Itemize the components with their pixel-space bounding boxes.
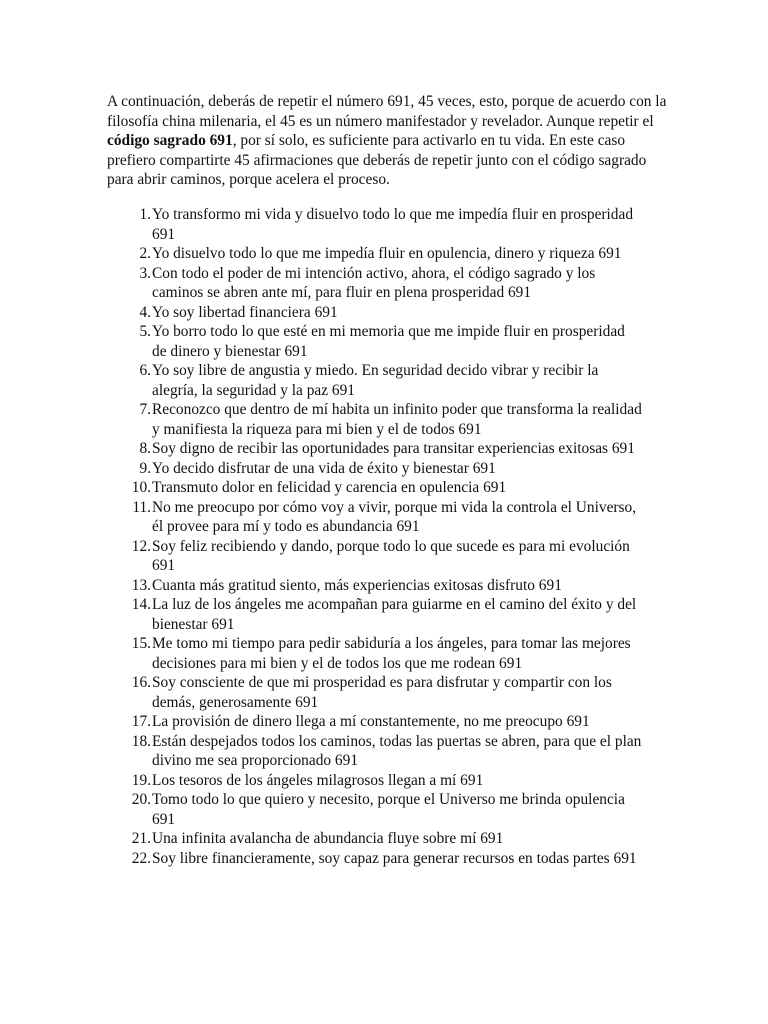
affirmation-number: 12. [131,537,151,555]
affirmation-item [0,537,768,576]
affirmation-item [0,576,768,596]
affirmation-text: Soy consciente de que mi prosperidad es para disfrutar y compartir con los demás, generosamente 691 [152,674,612,711]
affirmation-item [0,732,768,771]
affirmation-text: La provisión de dinero llega a mí constantemente, no me preocupo 691 [152,713,590,730]
affirmation-item [0,849,768,869]
affirmation-item [0,205,768,244]
affirmation-item [0,439,768,459]
affirmation-text: Soy libre financieramente, soy capaz para generar recursos en todas partes 691 [152,849,637,867]
sacred-code-bold: código sagrado 691 [107,132,233,149]
affirmation-item [0,498,768,537]
affirmation-text: Me tomo mi tiempo para pedir sabiduría a los ángeles, para tomar las mejores decisiones para mi bien y el de todos los que me rodean 691 [152,635,631,672]
affirmation-text: Yo decido disfrutar de una vida de éxito y bienestar 691 [152,459,496,477]
affirmation-text: Están despejados todos los caminos, todas las puertas se abren, para que el plan divino me sea proporcionado 691 [152,732,642,769]
affirmation-text: La luz de los ángeles me acompañan para guiarme en el camino del éxito y del bienestar 691 [152,596,637,633]
intro-text-part1: A continuación, deberás de repetir el número 691, 45 veces, esto, porque de acuerdo con la filosofía china milenaria, el 45 es un número manifestador y revelador. Aunque repetir el [107,93,667,130]
affirmation-text: Reconozco que dentro de mí habita un infinito poder que transforma la realidad y manifiesta la riqueza para mi bien y el de todos 691 [152,401,642,438]
affirmation-text: Soy feliz recibiendo y dando, porque todo lo que sucede es para mi evolución 691 [152,537,630,574]
affirmation-item [0,264,768,303]
affirmation-number: 16. [131,674,151,691]
affirmation-item [0,400,768,439]
affirmation-number: 21. [131,830,151,847]
affirmation-text: Yo transformo mi vida y disuelvo todo lo que me impedía fluir en prosperidad 691 [152,206,634,243]
affirmation-text: Una infinita avalancha de abundancia fluye sobre mí 691 [152,830,504,847]
affirmation-text: Tomo todo lo que quiero y necesito, porque el Universo me brinda opulencia 691 [152,791,625,828]
affirmation-number: 14. [131,596,151,613]
affirmation-text: Los tesoros de los ángeles milagrosos llegan a mí 691 [152,771,484,789]
affirmation-number: 18. [131,732,151,750]
affirmation-text: No me preocupo por cómo voy a vivir, porque mi vida la controla el Universo, él provee para mí y todo es abundancia 691 [152,498,637,535]
affirmation-number: 20. [131,791,151,808]
affirmation-item [0,459,768,479]
affirmation-number: 3. [139,264,151,282]
affirmation-number: 9. [139,459,151,477]
affirmation-text: Yo soy libre de angustia y miedo. En seguridad decido vibrar y recibir la alegría, la seguridad y la paz 691 [152,362,599,399]
affirmation-item [0,673,768,712]
affirmation-number: 13. [131,576,151,594]
affirmation-item [0,790,768,829]
affirmation-number: 10. [131,479,151,496]
intro-text-part2: , por sí solo, es suficiente para activarlo en tu vida. En este caso prefiero compartirte 45 afirmaciones que deberás de repetir junto con el código sagrado para abrir caminos, porque acelera el proceso. [107,132,647,188]
affirmation-text: Soy digno de recibir las oportunidades para transitar experiencias exitosas 691 [152,440,635,457]
affirmations-list [0,205,768,868]
affirmation-text: Cuanta más gratitud siento, más experiencias exitosas disfruto 691 [152,576,562,594]
affirmation-item [0,595,768,634]
affirmation-item [0,478,768,498]
affirmation-number: 2. [139,245,151,262]
affirmation-item [0,771,768,791]
affirmation-text: Con todo el poder de mi intención activo, ahora, el código sagrado y los caminos se abren ante mí, para fluir en plena prosperidad 691 [152,264,596,301]
affirmation-number: 22. [131,849,151,867]
affirmation-item [0,634,768,673]
affirmation-item [0,712,768,732]
affirmation-item [0,361,768,400]
affirmation-number: 19. [131,771,151,789]
affirmation-number: 5. [139,323,151,340]
intro-paragraph [107,92,667,190]
affirmation-item [0,244,768,264]
affirmation-number: 15. [131,635,151,652]
affirmation-text: Yo borro todo lo que esté en mi memoria que me impide fluir en prosperidad de dinero y bienestar 691 [152,323,625,360]
affirmation-number: 7. [139,401,151,418]
affirmation-number: 1. [139,206,151,223]
affirmation-item [0,303,768,323]
affirmation-number: 11. [132,498,151,516]
affirmation-text: Yo disuelvo todo lo que me impedía fluir en opulencia, dinero y riqueza 691 [152,245,622,262]
affirmation-number: 4. [139,303,151,321]
affirmation-number: 17. [131,713,151,730]
affirmation-text: Transmuto dolor en felicidad y carencia en opulencia 691 [152,479,507,496]
affirmation-item [0,322,768,361]
affirmation-text: Yo soy libertad financiera 691 [152,303,338,321]
affirmation-number: 6. [139,362,151,379]
affirmation-number: 8. [139,440,151,457]
affirmation-item [0,829,768,849]
